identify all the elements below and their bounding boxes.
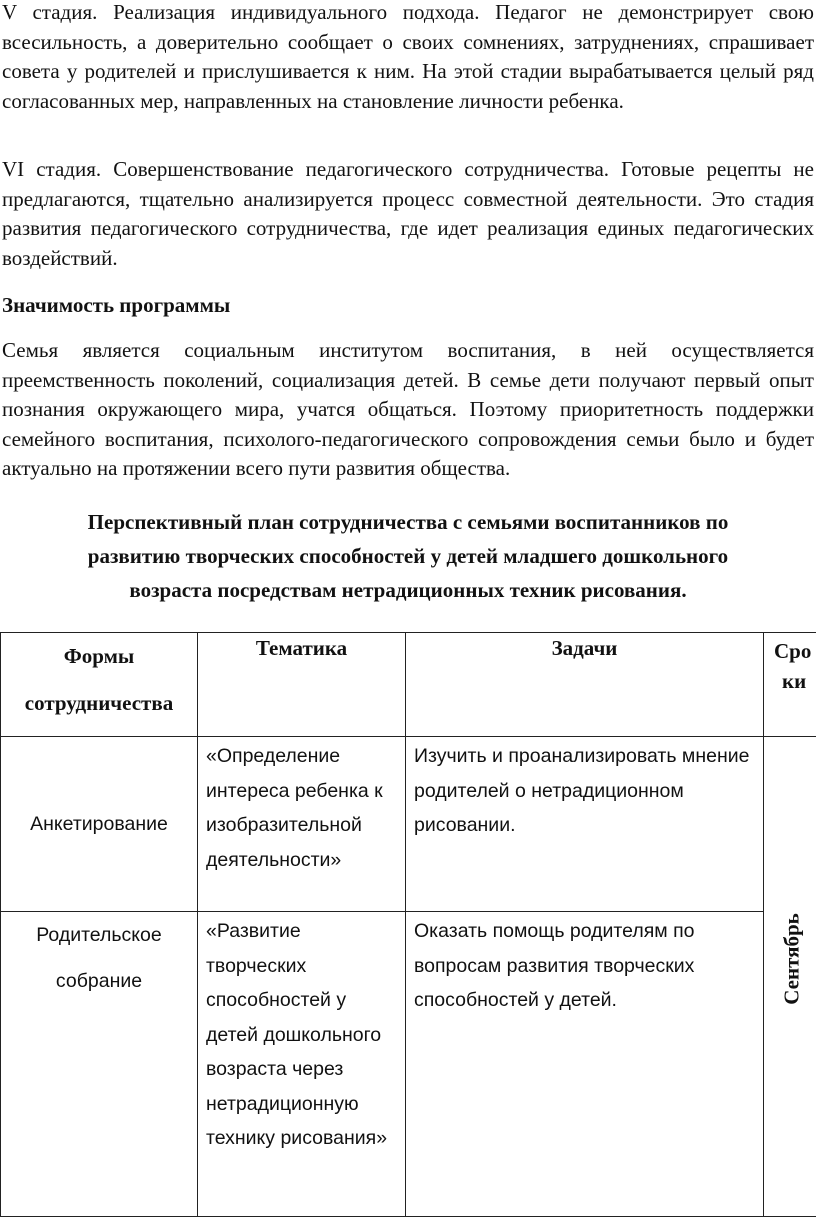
plan-title-line: развитию творческих способностей у детей младшего дошкольного [87, 544, 729, 568]
header-tasks: Задачи [406, 633, 764, 737]
paragraph-significance: Семья является социальным институтом воспитания, в ней осуществляется преемственность поколений, социализация детей. В семье дети получают первый опыт познания окружающего мира, учатся общаться. Поэтому приоритетность поддержки семейного воспитания, психолого-педагогического сопровождения семьи было и будет актуально на протяжении всего пути развития общества. [2, 338, 814, 480]
header-deadline-line: Сро [774, 639, 812, 663]
table-header-row [1, 633, 816, 737]
cell-deadline-month [764, 737, 816, 1217]
cell-form-line: собрание [55, 970, 143, 992]
plan-title [0, 505, 816, 607]
cell-theme: «Определение интереса ребенка к изобразительной деятельности» [198, 737, 406, 912]
cell-task: Изучить и проанализировать мнение родителей о нетрадиционном рисовании. [406, 737, 764, 912]
header-deadline-line: ки [782, 669, 807, 693]
table-row [1, 912, 816, 1217]
cell-form-line: Родительское [36, 924, 162, 946]
header-theme: Тематика [198, 633, 406, 737]
header-forms [1, 633, 198, 737]
header-deadline [764, 633, 816, 737]
section-heading-significance: Значимость программы [2, 293, 231, 317]
table-row [1, 737, 816, 912]
plan-title-line: возраста посредствам нетрадиционных техник рисования. [129, 578, 687, 602]
plan-title-line: Перспективный план сотрудничества с семьями воспитанников по [87, 510, 729, 534]
header-forms-line: сотрудничества [24, 691, 174, 715]
paragraph-stage-v: V стадия. Реализация индивидуального подхода. Педагог не демонстрирует свою всесильность, а доверительно сообщает о своих сомнениях, затруднениях, спрашивает совета у родителей и прислушивается к ним. На этой стадии вырабатывается целый ряд согласованных мер, направленных на становление личности ребенка. [2, 0, 814, 113]
month-label: Сентябрь [779, 913, 804, 1005]
cooperation-plan-table [0, 632, 816, 1217]
cell-theme: «Развитие творческих способностей у детей дошкольного возраста через нетрадиционную технику рисования» [198, 912, 406, 1217]
cell-form: Анкетирование [1, 737, 198, 912]
paragraph-stage-vi: VI стадия. Совершенствование педагогического сотрудничества. Готовые рецепты не предлагаются, тщательно анализируется процесс совместной деятельности. Это стадия развития педагогического сотрудничества, где идет реализация единых педагогических воздействий. [2, 157, 814, 270]
cell-task: Оказать помощь родителям по вопросам развития творческих способностей у детей. [406, 912, 764, 1217]
cell-form [1, 912, 198, 1217]
header-forms-line: Формы [63, 644, 135, 668]
